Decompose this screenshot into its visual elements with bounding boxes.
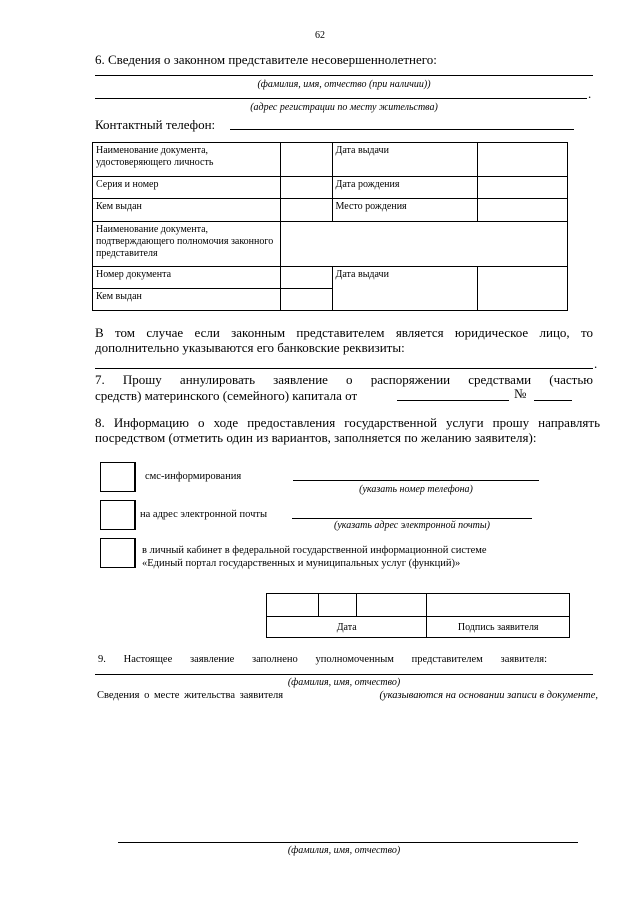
section6-heading: 6. Сведения о законном представителе несовершеннолетнего:	[95, 52, 437, 67]
doc-name-cell: Наименование документа, удостоверяющего личность	[93, 143, 281, 177]
email-caption: (указать адрес электронной почты)	[334, 520, 490, 531]
doc-name-value[interactable]	[280, 143, 332, 177]
issue-date-cell: Дата выдачи	[332, 143, 478, 177]
signature-cell[interactable]	[427, 594, 570, 617]
issued-by2-value[interactable]	[280, 289, 332, 311]
birth-date-cell: Дата рождения	[332, 177, 478, 199]
section9-text: 9. Настоящее заявление заполнено уполномоченным представителем заявителя:	[98, 654, 547, 665]
bank-details-line[interactable]	[95, 368, 593, 369]
phone-label: Контактный телефон:	[95, 117, 216, 132]
representative-name-caption: (фамилия, имя, отчество)	[287, 677, 401, 688]
sms-phone-line[interactable]	[293, 480, 539, 481]
address-caption: (адрес регистрации по месту жительства)	[250, 102, 438, 113]
issued-by2-cell: Кем выдан	[93, 289, 281, 311]
address-line[interactable]	[95, 98, 587, 99]
authority-doc-value[interactable]	[280, 222, 567, 267]
phone-line[interactable]	[230, 129, 574, 130]
sms-checkbox[interactable]	[100, 462, 136, 492]
date-month-cell[interactable]	[318, 594, 356, 617]
date-signature-table	[266, 593, 570, 638]
issued-by-cell: Кем выдан	[93, 199, 281, 222]
email-address-line[interactable]	[292, 518, 532, 519]
date-day-cell[interactable]	[267, 594, 319, 617]
birth-place-value[interactable]	[478, 199, 568, 222]
section7-line1: 7. Прошу аннулировать заявление о распоряжении средствами (частью	[95, 372, 593, 387]
representative-table	[92, 142, 568, 311]
portal-checkbox[interactable]	[100, 538, 136, 568]
birth-date-value[interactable]	[478, 177, 568, 199]
legal-entity-note: В том случае если законным представителем является юридическое лицо, то дополнительно указываются его банковские реквизиты:	[95, 325, 593, 355]
cancel-date-line[interactable]	[397, 400, 509, 401]
name-line[interactable]	[95, 75, 593, 76]
issue-date-value[interactable]	[478, 143, 568, 177]
email-checkbox[interactable]	[100, 500, 136, 530]
name-caption: (фамилия, имя, отчество (при наличии))	[257, 79, 431, 90]
number-sign: №	[514, 386, 527, 401]
legal-end: .	[594, 356, 598, 371]
bottom-caption: (фамилия, имя, отчество)	[287, 845, 401, 856]
page-number: 62	[315, 30, 325, 41]
residence-label: Сведения о месте жительства заявителя	[97, 690, 284, 701]
date-year-cell[interactable]	[356, 594, 427, 617]
sms-caption: (указать номер телефона)	[359, 484, 473, 495]
sms-label: смс-информирования	[145, 471, 242, 482]
bottom-name-line[interactable]	[118, 842, 578, 843]
residence-note: (указываются на основании записи в документе,	[379, 690, 598, 701]
authority-doc-cell: Наименование документа, подтверждающего полномочия законного представителя	[93, 222, 281, 267]
issue-date2-cell: Дата выдачи	[332, 267, 478, 311]
issued-by-value[interactable]	[280, 199, 332, 222]
date-label: Дата	[267, 617, 427, 638]
doc-number-value[interactable]	[280, 267, 332, 289]
representative-name-line[interactable]	[95, 674, 593, 675]
email-label: на адрес электронной почты	[140, 509, 268, 520]
birth-place-cell: Место рождения	[332, 199, 478, 222]
portal-label: в личный кабинет в федеральной государственной информационной системе «Единый портал государственных и муниципальных услуг (функций)»	[142, 545, 487, 569]
series-number-cell: Серия и номер	[93, 177, 281, 199]
section7-line2: средств) материнского (семейного) капитала от	[95, 388, 358, 403]
doc-number-cell: Номер документа	[93, 267, 281, 289]
series-number-value[interactable]	[280, 177, 332, 199]
cancel-number-line[interactable]	[534, 400, 572, 401]
section8-text: 8. Информацию о ходе предоставления государственной услуги прошу направлять посредством (отметить один из вариантов, заполняется по желанию заявителя):	[95, 415, 600, 445]
address-end: .	[588, 86, 592, 101]
issue-date2-value[interactable]	[478, 267, 568, 311]
signature-label: Подпись заявителя	[427, 617, 570, 638]
